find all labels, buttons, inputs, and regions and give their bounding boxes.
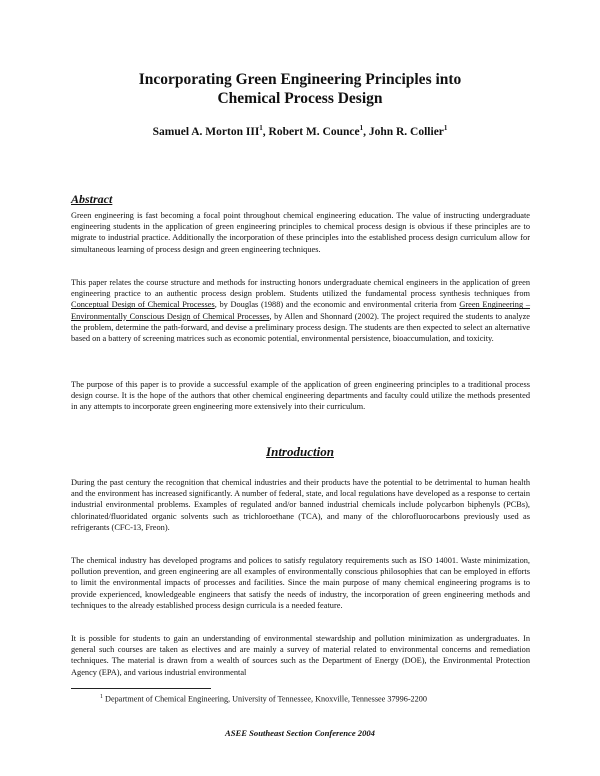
abstract-paragraph-1: Green engineering is fast becoming a focal point throughout chemical engineering education. The value of instructing undergraduate engineering students in the application of green engineering principles to chemical process design is obvious if these principles are to migrate to industrial practice. Additionally the incorporation of these principles into the established process design curriculum allow for simultaneous learning of process design and green engineering techniques. [71,211,530,254]
abstract-heading: Abstract [71,192,113,206]
abstract-p2-text-a: This paper relates the course structure and methods for instructing honors undergraduate chemical engineers in the application of green engineering practice to an authentic process design problem. Students utilized the fundamental process synthesis techniques from [71,278,530,299]
affiliation-mark: 1 [259,124,263,132]
paper-title [60,70,540,108]
author-separator: , [262,125,269,138]
title-line-2: Chemical Process Design [217,90,383,107]
footnote-divider [71,688,211,689]
conference-footer: ASEE Southeast Section Conference 2004 [225,728,375,738]
abstract-paragraph-3: The purpose of this paper is to provide a successful example of the application of green engineering principles to a traditional process design course. It is the hope of the authors that other chemical engineering departments and faculty could utilize the methods presented in any attempts to incorporate green engineering more extensively into their curriculum. [71,380,530,412]
author-separator: , [363,125,369,138]
abstract-paragraph-2 [71,277,530,344]
title-line-1: Incorporating Green Engineering Principles into [138,71,462,88]
introduction-heading: Introduction [266,444,334,459]
abstract-p2-text-c: , by Allen and Shonnard (2002). The project required the students to analyze the problem, determine the path-forward, and devise a preliminary process design. The students are then expected to select an alternative based on a battery of screening matrices such as economic potential, environmental persistence, bioaccumulation, and toxicity. [71,311,530,344]
footnote-text: Department of Chemical Engineering, University of Tennessee, Knoxville, Tennessee 37996-2200 [103,694,427,704]
footnote-mark: 1 [100,694,103,700]
affiliation-mark: 1 [443,124,448,132]
introduction-paragraph-2: The chemical industry has developed programs and polices to satisfy regulatory requirements such as ISO 14001. Waste minimization, pollution prevention, and green engineering are all examples of environmentally conscious philosophies that can be employed in efforts to limit the environmental impacts of processes and facilities. Since the main purpose of many chemical engineering programs is to provide experienced, knowledgeable engineers that satisfy the needs of industry, the incorporation of green engineering methods and techniques to the already established process design curricula is a needed feature. [71,556,530,610]
author-list [60,124,540,138]
author-3: John R. Collier [368,125,444,138]
footnote [100,694,530,704]
introduction-paragraph-1: During the past century the recognition that chemical industries and their products have the potential to be detrimental to human health and the environment has increased significantly. A number of federal, state, and local regulations have developed as a response to certain industrial environmental problems. Examples of regulated and/or banned industrial chemicals include polycarbon biphenyls (PCBs), chlorinated/fluoridated organic solvents such as trichloroethane (TCA), and many of the chlorofluorocarbons previously used as refrigerants (CFC-13, Freon). [71,478,530,532]
book-title-conceptual-design: Conceptual Design of Chemical Processes [71,300,215,310]
introduction-paragraph-3: It is possible for students to gain an understanding of environmental stewardship and pollution minimization as undergraduates. In general such courses are taken as electives and are mainly a survey of material related to environmental concerns and remediation techniques. The material is drawn from a wealth of sources such as the Department of Energy (DOE), the Environmental Protection Agency (EPA), and various industrial environmental [71,634,530,677]
author-1: Samuel A. Morton III [152,125,260,138]
abstract-p2-text-b: , by Douglas (1988) and the economic and environmental criteria from [214,300,460,310]
author-2: Robert M. Counce [268,125,360,138]
affiliation-mark: 1 [359,124,364,132]
book-title-green-engineering: Green Engineering – Environmentally Conscious Design of Chemical Processes [71,300,530,321]
